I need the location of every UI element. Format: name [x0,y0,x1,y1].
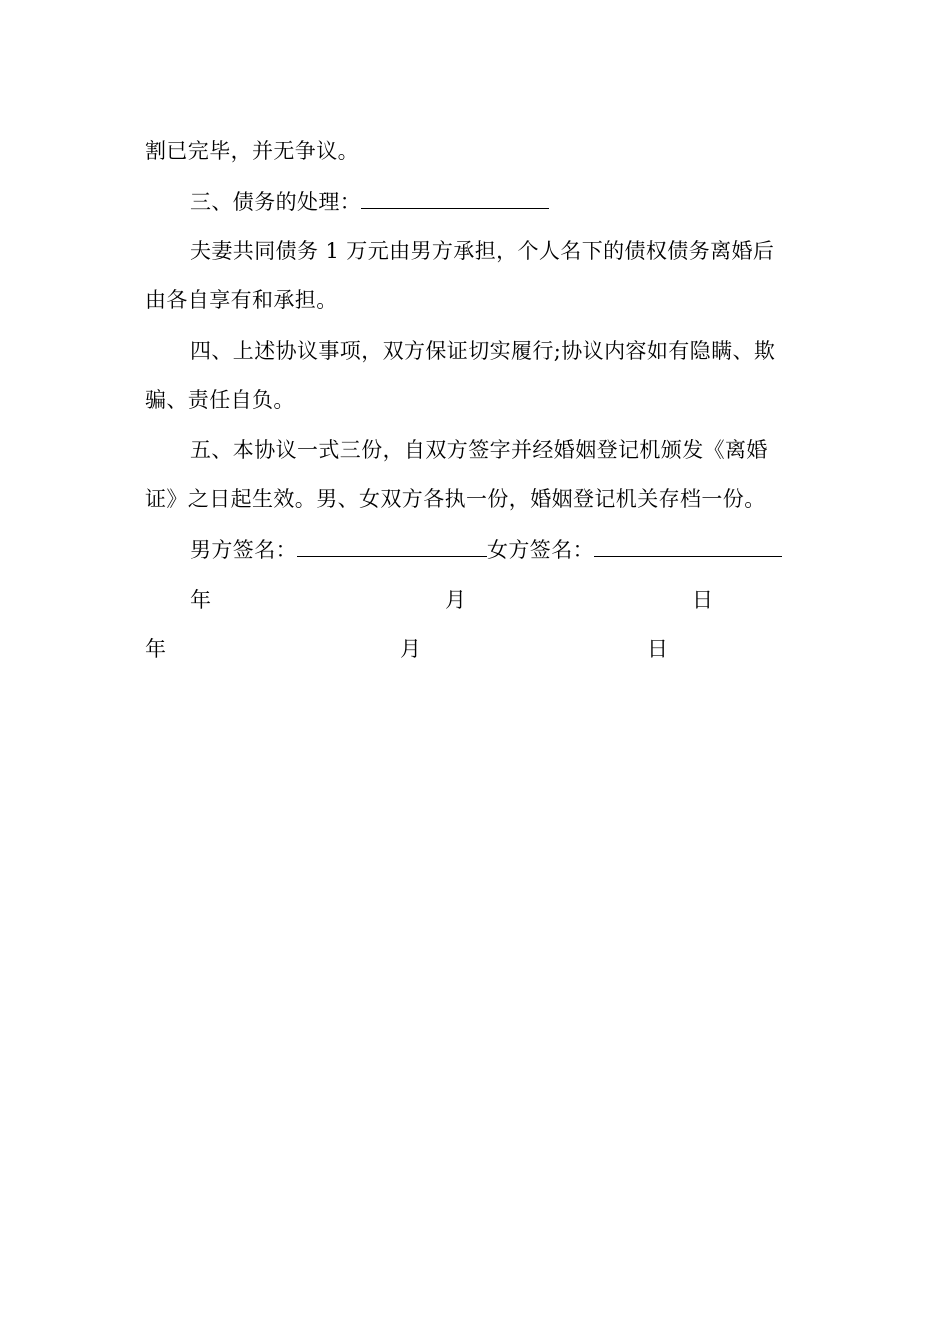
date-year: 年 [145,637,167,661]
paragraph-line: 证》之日起生效。男、女双方各执一份，婚姻登记机关存档一份。 [145,487,766,511]
date-month: 月 [445,588,467,612]
female-signature-label: 女方签名： [487,538,594,562]
date-month: 月 [400,637,422,661]
male-signature-blank [297,538,487,557]
signature-row [190,535,782,565]
male-signature-label: 男方签名： [190,538,297,562]
paragraph-line: 四、上述协议事项，双方保证切实履行;协议内容如有隐瞒、欺 [190,339,776,363]
paragraph-line: 骗、责任自负。 [145,388,295,412]
debt-heading-label: 三、债务的处理： [190,190,362,214]
paragraph-line: 夫妻共同债务 1 万元由男方承担，个人名下的债权债务离婚后 [190,239,775,263]
date-year: 年 [190,588,212,612]
date-day: 日 [692,588,714,612]
female-signature-blank [594,538,782,557]
paragraph-line: 五、本协议一式三份，自双方签字并经婚姻登记机颁发《离婚 [190,438,768,462]
debt-heading [190,187,549,217]
paragraph-line: 由各自享有和承担。 [145,288,338,312]
paragraph-line: 割已完毕，并无争议。 [145,139,359,163]
date-day: 日 [647,637,669,661]
debt-fill-blank [361,190,549,209]
